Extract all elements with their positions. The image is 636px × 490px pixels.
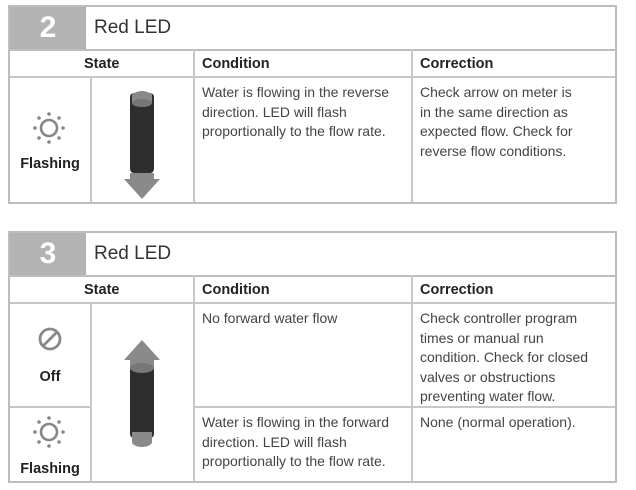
divider (90, 78, 92, 202)
state-label: Flashing (20, 461, 80, 477)
off-prohibited-icon (37, 326, 63, 352)
divider (10, 406, 90, 408)
header-condition: Condition (202, 56, 270, 72)
header-correction: Correction (420, 56, 494, 72)
state-label: Flashing (20, 156, 80, 172)
divider (193, 49, 195, 202)
sun-flashing-icon (32, 111, 66, 145)
table-title: Red LED (94, 243, 172, 264)
divider (411, 275, 413, 481)
divider (10, 302, 615, 304)
step-number: 3 (10, 233, 86, 275)
correction-text: None (normal operation). (420, 414, 576, 430)
table-title-bar (10, 233, 615, 277)
correction-text: Check arrow on meter is in the same direction as expected flow. Check for reverse flow conditions. (420, 84, 573, 159)
state-label: Off (39, 369, 61, 385)
divider (10, 76, 615, 78)
header-state: State (84, 282, 120, 298)
troubleshooting-table-3 (8, 231, 617, 483)
correction-text: Check controller program times or manual run condition. Check for closed valves or obstructions preventing water flow. (420, 310, 589, 404)
troubleshooting-table-2 (8, 5, 617, 204)
step-number: 2 (10, 7, 86, 49)
condition-text: No forward water flow (202, 310, 338, 326)
sun-flashing-icon (32, 415, 66, 449)
header-condition: Condition (202, 282, 270, 298)
table-title: Red LED (94, 17, 172, 38)
condition-text: Water is flowing in the forward direction. LED will flash proportionally to the flow rate. (202, 414, 389, 469)
header-correction: Correction (420, 282, 494, 298)
divider (90, 304, 92, 481)
flow-down-arrow-icon (122, 87, 162, 199)
flow-up-arrow-icon (122, 340, 162, 448)
condition-text: Water is flowing in the reverse direction. LED will flash proportionally to the flow rate. (202, 84, 389, 139)
header-state: State (84, 56, 120, 72)
divider (193, 275, 195, 481)
divider (411, 49, 413, 202)
table-title-bar (10, 7, 615, 51)
